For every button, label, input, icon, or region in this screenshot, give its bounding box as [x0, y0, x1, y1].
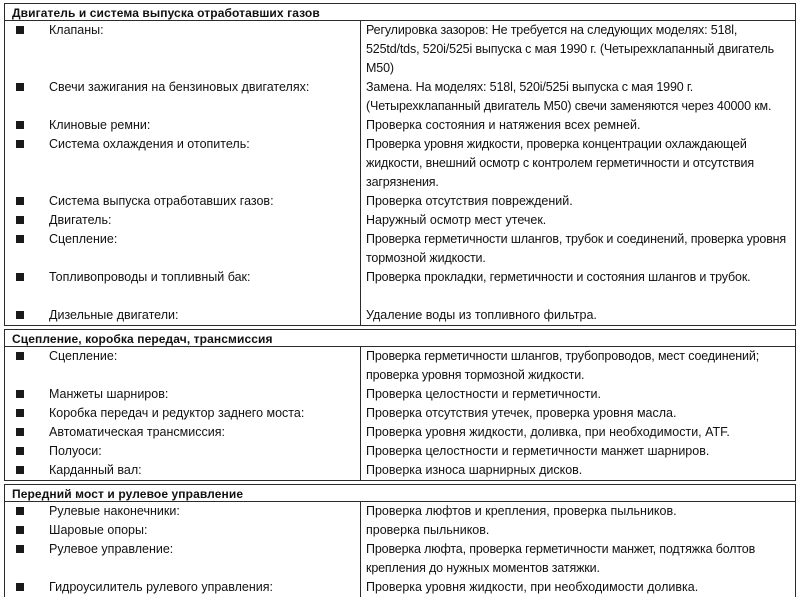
square-bullet-icon: [16, 83, 24, 91]
table-row: [5, 521, 795, 540]
row-label-spacer: [49, 154, 356, 173]
table-row: [5, 442, 795, 461]
row-label-spacer: [49, 173, 356, 192]
square-bullet-icon: [16, 216, 24, 224]
row-description-cell: [361, 268, 795, 306]
row-description-cell: [361, 442, 795, 461]
square-bullet-icon: [16, 447, 24, 455]
row-label-cell: [5, 423, 361, 442]
square-bullet-icon: [16, 140, 24, 148]
square-bullet-icon: [16, 197, 24, 205]
table-row: [5, 502, 795, 521]
row-description-cell: [361, 540, 795, 578]
row-description: Проверка целостности и герметичности манжет шарниров.: [366, 444, 710, 458]
row-description-cell: [361, 578, 795, 597]
row-label: Гидроусилитель рулевого управления:: [49, 580, 273, 594]
table-row: [5, 540, 795, 578]
row-label-cell: [5, 442, 361, 461]
table-row: [5, 211, 795, 230]
row-description-cell: [361, 21, 795, 78]
row-label-spacer: [49, 40, 356, 59]
row-description: Замена. На моделях: 518l, 520i/525i выпуска с мая 1990 г. (Четырехклапанный двигатель M50) свечи заменяются через 40000 км.: [366, 80, 772, 113]
row-description: Проверка отсутствия повреждений.: [366, 194, 573, 208]
row-description-cell: [361, 78, 795, 116]
section-body: [4, 502, 796, 597]
table-row: [5, 423, 795, 442]
row-label-spacer: [49, 97, 356, 116]
row-description: Проверка отсутствия утечек, проверка уровня масла.: [366, 406, 677, 420]
row-label-cell: [5, 347, 361, 385]
row-label: Сцепление:: [49, 349, 118, 363]
square-bullet-icon: [16, 428, 24, 436]
row-description-cell: [361, 135, 795, 192]
table-row: [5, 135, 795, 192]
section-header: Двигатель и система выпуска отработавших газов: [4, 3, 796, 21]
row-label-spacer: [49, 559, 356, 578]
row-description: Проверка люфта, проверка герметичности манжет, подтяжка болтов крепления до нужных моментов затяжки.: [366, 542, 756, 575]
row-label-spacer: [49, 59, 356, 78]
row-label: Рулевое управление:: [49, 542, 174, 556]
square-bullet-icon: [16, 311, 24, 319]
section-body: [4, 21, 796, 326]
square-bullet-icon: [16, 466, 24, 474]
square-bullet-icon: [16, 507, 24, 515]
row-label: Клапаны:: [49, 23, 104, 37]
table-row: [5, 21, 795, 78]
row-label-cell: [5, 306, 361, 325]
table-row: [5, 78, 795, 116]
row-description: Регулировка зазоров: Не требуется на следующих моделях: 518l, 525td/tds, 520i/525i выпуска с мая 1990 г. (Четырехклапанный двигатель M50): [366, 23, 775, 75]
row-description: Проверка герметичности шлангов, трубок и соединений, проверка уровня тормозной жидкости.: [366, 232, 787, 265]
row-description: Проверка герметичности шлангов, трубопроводов, мест соединений; проверка уровня тормозной жидкости.: [366, 349, 760, 382]
row-label-cell: [5, 461, 361, 480]
row-label: Коробка передач и редуктор заднего моста:: [49, 406, 305, 420]
service-schedule-table: [4, 3, 796, 597]
row-label: Двигатель:: [49, 213, 112, 227]
row-description-cell: [361, 192, 795, 211]
row-label-spacer: [49, 249, 356, 268]
row-description: Проверка уровня жидкости, при необходимости доливка.: [366, 580, 699, 594]
square-bullet-icon: [16, 26, 24, 34]
row-description-cell: [361, 502, 795, 521]
row-description-cell: [361, 211, 795, 230]
row-label-cell: [5, 211, 361, 230]
square-bullet-icon: [16, 526, 24, 534]
row-label: Система выпуска отработавших газов:: [49, 194, 274, 208]
square-bullet-icon: [16, 121, 24, 129]
row-label: Сцепление:: [49, 232, 118, 246]
table-row: [5, 192, 795, 211]
row-description-cell: [361, 306, 795, 325]
row-description: Наружный осмотр мест утечек.: [366, 213, 547, 227]
square-bullet-icon: [16, 352, 24, 360]
row-label-cell: [5, 404, 361, 423]
row-label-cell: [5, 385, 361, 404]
table-row: [5, 116, 795, 135]
square-bullet-icon: [16, 583, 24, 591]
row-description: Проверка люфтов и крепления, проверка пыльников.: [366, 504, 677, 518]
row-description-cell: [361, 461, 795, 480]
row-label-cell: [5, 502, 361, 521]
row-label: Манжеты шарниров:: [49, 387, 169, 401]
square-bullet-icon: [16, 390, 24, 398]
row-description-cell: [361, 521, 795, 540]
row-label-cell: [5, 116, 361, 135]
square-bullet-icon: [16, 409, 24, 417]
row-label: Карданный вал:: [49, 463, 142, 477]
row-label: Дизельные двигатели:: [49, 308, 179, 322]
row-label: Клиновые ремни:: [49, 118, 151, 132]
row-description: Удаление воды из топливного фильтра.: [366, 308, 597, 322]
row-label-spacer: [49, 366, 356, 385]
section-header: Сцепление, коробка передач, трансмиссия: [4, 329, 796, 347]
square-bullet-icon: [16, 235, 24, 243]
section-header: Передний мост и рулевое управление: [4, 484, 796, 502]
row-description-cell: [361, 347, 795, 385]
table-row: [5, 578, 795, 597]
row-label-cell: [5, 521, 361, 540]
table-row: [5, 306, 795, 325]
row-label: Полуоси:: [49, 444, 102, 458]
row-description: Проверка состояния и натяжения всех ремней.: [366, 118, 641, 132]
row-label-cell: [5, 78, 361, 116]
row-label-cell: [5, 192, 361, 211]
row-label: Система охлаждения и отопитель:: [49, 137, 250, 151]
row-description-cell: [361, 116, 795, 135]
table-row: [5, 347, 795, 385]
row-description: Проверка уровня жидкости, доливка, при необходимости, ATF.: [366, 425, 730, 439]
row-label-cell: [5, 540, 361, 578]
row-description: проверка пыльников.: [366, 523, 490, 537]
row-label: Рулевые наконечники:: [49, 504, 180, 518]
row-description-cell: [361, 230, 795, 268]
table-row: [5, 461, 795, 480]
row-description: Проверка уровня жидкости, проверка концентрации охлаждающей жидкости, внешний осмотр с контролем герметичности и отсутствия загрязнения.: [366, 137, 754, 189]
row-label-cell: [5, 230, 361, 268]
row-description: Проверка прокладки, герметичности и состояния шлангов и трубок.: [366, 270, 751, 284]
row-label: Свечи зажигания на бензиновых двигателях:: [49, 80, 310, 94]
row-label-cell: [5, 268, 361, 306]
table-row: [5, 404, 795, 423]
row-label-cell: [5, 21, 361, 78]
table-row: [5, 230, 795, 268]
row-description: Проверка целостности и герметичности.: [366, 387, 601, 401]
row-label: Автоматическая трансмиссия:: [49, 425, 225, 439]
row-label-cell: [5, 135, 361, 192]
row-description: Проверка износа шарнирных дисков.: [366, 463, 583, 477]
square-bullet-icon: [16, 545, 24, 553]
row-label: Топливопроводы и топливный бак:: [49, 270, 251, 284]
row-description-cell: [361, 385, 795, 404]
table-row: [5, 385, 795, 404]
row-label-spacer: [49, 287, 356, 306]
row-label-cell: [5, 578, 361, 597]
row-description-cell: [361, 423, 795, 442]
row-description-cell: [361, 404, 795, 423]
section-body: [4, 347, 796, 481]
row-label: Шаровые опоры:: [49, 523, 148, 537]
table-row: [5, 268, 795, 306]
square-bullet-icon: [16, 273, 24, 281]
